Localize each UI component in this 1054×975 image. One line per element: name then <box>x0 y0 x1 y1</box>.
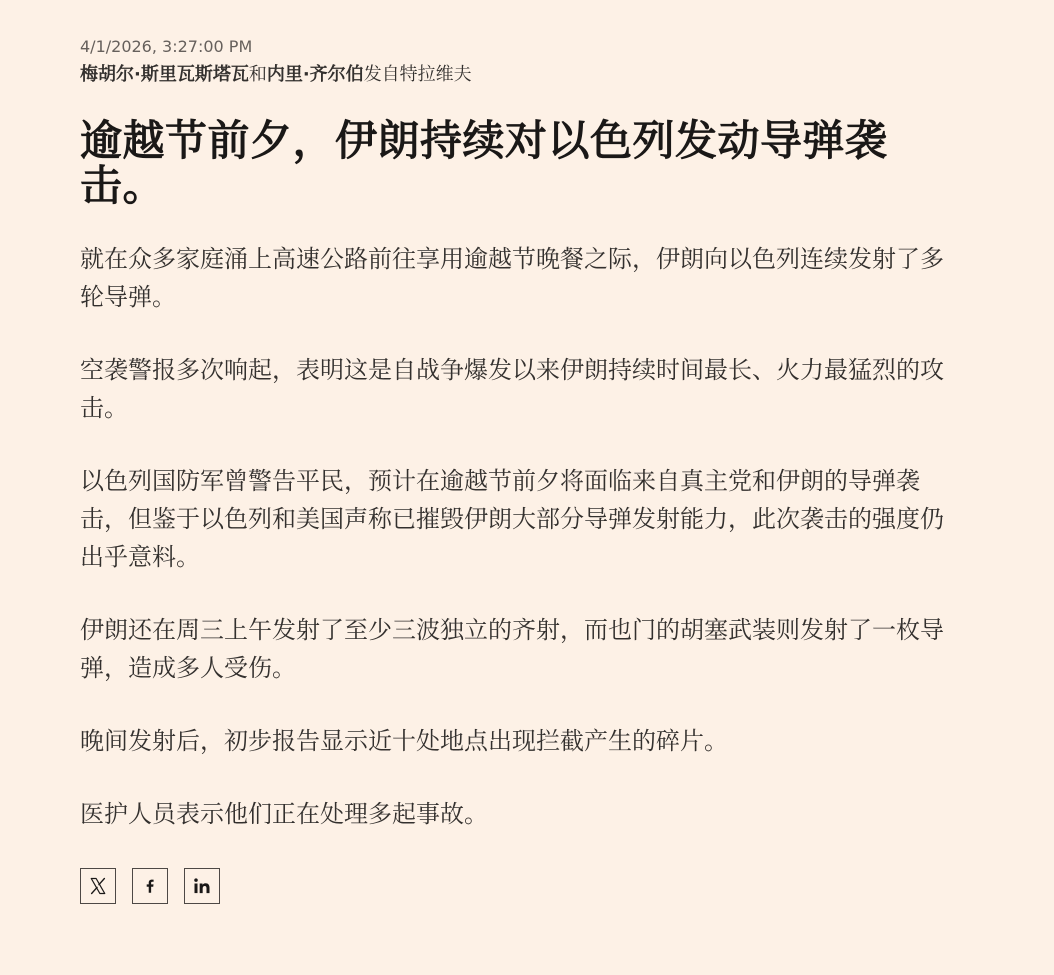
article-paragraph-1: 就在众多家庭涌上高速公路前往享用逾越节晚餐之际，伊朗向以色列连续发射了多轮导弹。 <box>80 245 944 311</box>
linkedin-icon <box>192 876 212 896</box>
article-headline: 逾越节前夕，伊朗持续对以色列发动导弹袭击。 <box>80 116 888 210</box>
facebook-icon <box>141 877 159 895</box>
article-paragraph-6: 医护人员表示他们正在处理多起事故。 <box>80 800 488 828</box>
share-linkedin-button[interactable] <box>184 868 220 904</box>
share-facebook-button[interactable] <box>132 868 168 904</box>
author-link-1[interactable]: 梅胡尔·斯里瓦斯塔瓦 <box>80 64 249 85</box>
article-paragraph-5: 晚间发射后，初步报告显示近十处地点出现拦截产生的碎片。 <box>80 727 728 755</box>
article <box>80 36 960 904</box>
article-paragraph-2: 空袭警报多次响起，表明这是自战争爆发以来伊朗持续时间最长、火力最猛烈的攻击。 <box>80 356 944 422</box>
article-timestamp: 4/1/2026, 3:27:00 PM <box>80 37 253 56</box>
article-body <box>80 240 960 833</box>
x-twitter-icon <box>89 877 107 895</box>
article-byline <box>80 62 960 88</box>
byline-location: 发自特拉维夫 <box>363 64 472 85</box>
article-paragraph-3: 以色列国防军曾警告平民，预计在逾越节前夕将面临来自真主党和伊朗的导弹袭击，但鉴于以色列和美国声称已摧毁伊朗大部分导弹发射能力，此次袭击的强度仍出乎意料。 <box>80 467 944 571</box>
byline-conjunction: 和 <box>248 64 267 85</box>
article-paragraph-4: 伊朗还在周三上午发射了至少三波独立的齐射，而也门的胡塞武装则发射了一枚导弹，造成多人受伤。 <box>80 616 944 682</box>
share-x-button[interactable] <box>80 868 116 904</box>
share-bar <box>80 868 960 904</box>
author-link-2[interactable]: 内里·齐尔伯 <box>266 64 364 85</box>
